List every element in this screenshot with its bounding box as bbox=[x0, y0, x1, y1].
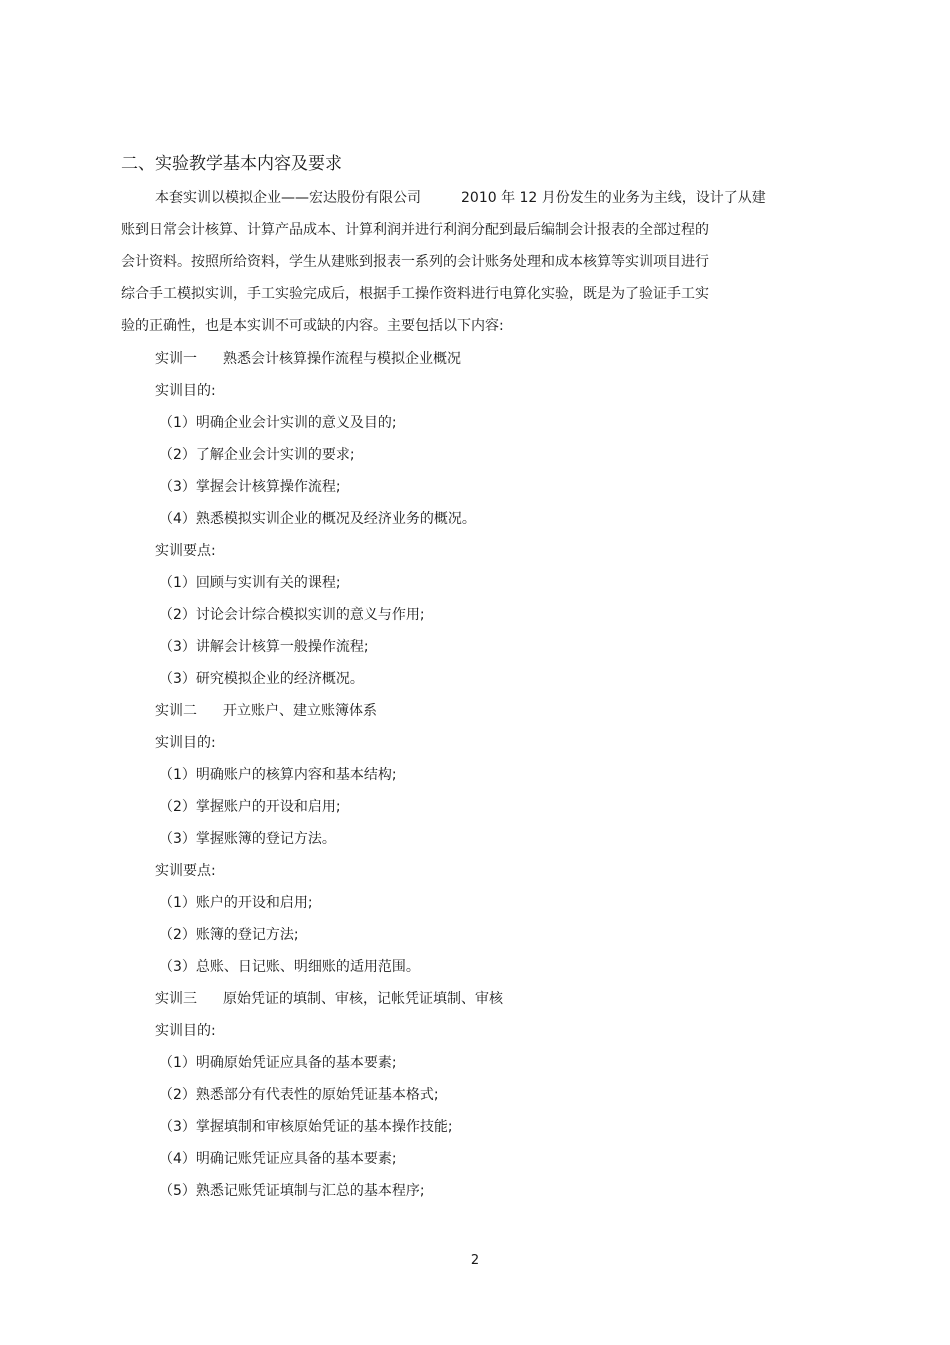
training-content-list bbox=[155, 345, 503, 1209]
list-item: （2）讨论会计综合模拟实训的意义与作用; bbox=[159, 607, 425, 623]
list-item: （5）熟悉记账凭证填制与汇总的基本程序; bbox=[159, 1183, 425, 1199]
list-item: （3）研究模拟企业的经济概况。 bbox=[159, 671, 364, 687]
list-item: （3）讲解会计核算一般操作流程; bbox=[159, 639, 369, 655]
list-item: （1）回顾与实训有关的课程; bbox=[159, 575, 341, 591]
section-heading: 二、实验教学基本内容及要求 bbox=[121, 154, 342, 174]
list-item: （1）明确企业会计实训的意义及目的; bbox=[159, 415, 397, 431]
subsection-label: 实训目的: bbox=[155, 1023, 216, 1039]
subsection-label: 实训要点: bbox=[155, 543, 216, 559]
intro-line-1-part-1: 本套实训以模拟企业——宏达股份有限公司 bbox=[155, 190, 421, 206]
list-item: （2）熟悉部分有代表性的原始凭证基本格式; bbox=[159, 1087, 439, 1103]
page-number: 2 bbox=[470, 1253, 480, 1268]
intro-line-3: 会计资料。按照所给资料，学生从建账到报表一系列的会计账务处理和成本核算等实训项目进行 bbox=[121, 254, 709, 270]
list-item: （4）明确记账凭证应具备的基本要素; bbox=[159, 1151, 397, 1167]
intro-line-2: 账到日常会计核算、计算产品成本、计算利润并进行利润分配到最后编制会计报表的全部过程的 bbox=[121, 222, 709, 238]
intro-line-1-part-2: 2010 年 12 月份发生的业务为主线，设计了从建 bbox=[461, 190, 766, 206]
training-title-text: 开立账户、建立账簿体系 bbox=[223, 703, 377, 719]
intro-line-4: 综合手工模拟实训，手工实验完成后，根据手工操作资料进行电算化实验，既是为了验证手工实 bbox=[121, 286, 709, 302]
list-item: （2）掌握账户的开设和启用; bbox=[159, 799, 341, 815]
intro-line-5: 验的正确性，也是本实训不可或缺的内容。主要包括以下内容: bbox=[121, 318, 504, 334]
list-item: （1）账户的开设和启用; bbox=[159, 895, 313, 911]
intro-paragraph bbox=[121, 184, 821, 344]
list-item: （1）明确原始凭证应具备的基本要素; bbox=[159, 1055, 397, 1071]
list-item: （2）账簿的登记方法; bbox=[159, 927, 299, 943]
subsection-label: 实训要点: bbox=[155, 863, 216, 879]
training-title-text: 原始凭证的填制、审核，记帐凭证填制、审核 bbox=[223, 991, 503, 1007]
training-title bbox=[155, 985, 503, 1017]
training-title-label: 实训一 bbox=[155, 351, 197, 367]
training-title-label: 实训三 bbox=[155, 991, 197, 1007]
training-title bbox=[155, 345, 503, 377]
list-item: （3）掌握账簿的登记方法。 bbox=[159, 831, 336, 847]
intro-line-1 bbox=[121, 184, 821, 216]
list-item: （4）熟悉模拟实训企业的概况及经济业务的概况。 bbox=[159, 511, 476, 527]
training-title bbox=[155, 697, 503, 729]
list-item: （1）明确账户的核算内容和基本结构; bbox=[159, 767, 397, 783]
list-item: （3）总账、日记账、明细账的适用范围。 bbox=[159, 959, 420, 975]
subsection-label: 实训目的: bbox=[155, 383, 216, 399]
training-title-text: 熟悉会计核算操作流程与模拟企业概况 bbox=[223, 351, 461, 367]
training-title-label: 实训二 bbox=[155, 703, 197, 719]
list-item: （2）了解企业会计实训的要求; bbox=[159, 447, 355, 463]
list-item: （3）掌握填制和审核原始凭证的基本操作技能; bbox=[159, 1119, 453, 1135]
list-item: （3）掌握会计核算操作流程; bbox=[159, 479, 341, 495]
subsection-label: 实训目的: bbox=[155, 735, 216, 751]
